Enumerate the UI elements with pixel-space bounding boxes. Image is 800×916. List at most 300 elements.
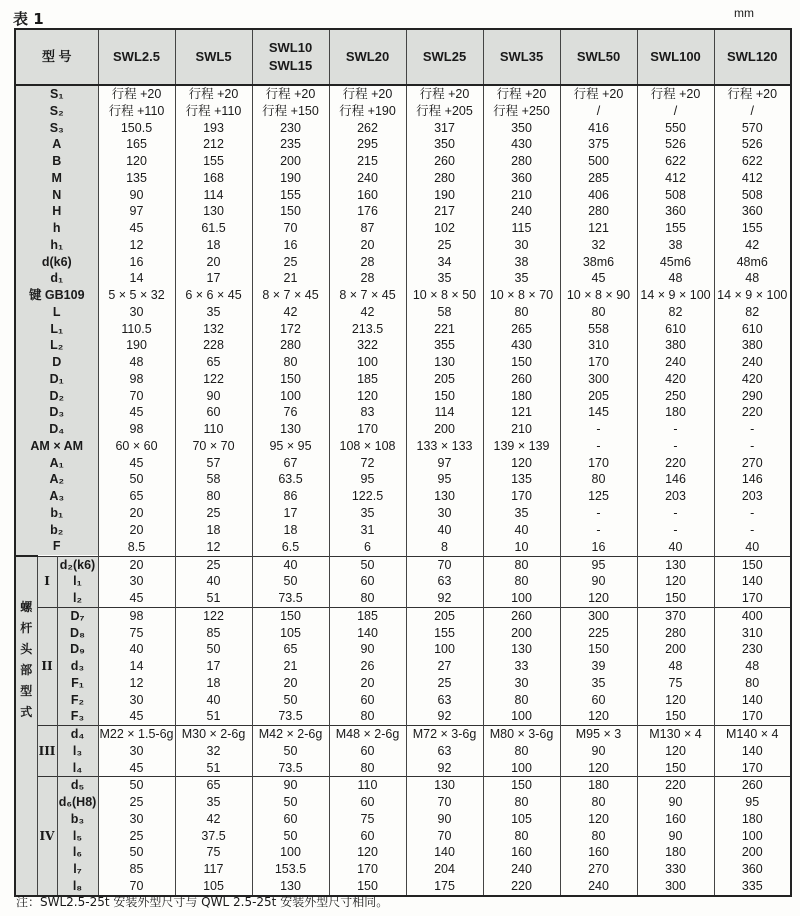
cell-value: M130 × 4 [637,726,714,743]
cell-value: 155 [175,153,252,170]
cell-value: 76 [252,404,329,421]
cell-value: 146 [637,471,714,488]
cell-value: 262 [329,120,406,137]
cell-value: 270 [714,455,791,472]
cell-value: 31 [329,522,406,539]
cell-value: 25 [175,556,252,573]
cell-value: 105 [175,878,252,896]
cell-value: M30 × 2-6g [175,726,252,743]
cell-value: 50 [175,641,252,658]
cell-value: 180 [637,404,714,421]
cell-value: 63.5 [252,471,329,488]
group-label: I [37,556,57,607]
cell-value: 98 [98,421,175,438]
cell-value: 185 [329,607,406,624]
header-row [15,29,791,85]
model-header: SWL20 [329,29,406,85]
table-row [15,354,791,371]
cell-value: 295 [329,136,406,153]
cell-value: 63 [406,573,483,590]
cell-value: 70 [406,828,483,845]
cell-value: 150 [560,641,637,658]
cell-value: 40 [714,538,791,556]
row-label: b₁ [15,505,98,522]
cell-value: 85 [98,861,175,878]
cell-value: / [714,103,791,120]
cell-value: 92 [406,590,483,607]
cell-value: 160 [483,844,560,861]
cell-value: 220 [483,878,560,896]
row-label: l₃ [57,743,98,760]
row-label: d₂(k6) [57,556,98,573]
cell-value: 30 [98,743,175,760]
cell-value: 200 [406,421,483,438]
table-row [15,488,791,505]
row-label: D₇ [57,607,98,624]
cell-value: M95 × 3 [560,726,637,743]
row-label: D₂ [15,388,98,405]
cell-value: 170 [560,455,637,472]
cell-value: 335 [714,878,791,896]
cell-value: 75 [98,625,175,642]
cell-value: 80 [483,828,560,845]
cell-value: 80 [483,794,560,811]
cell-value: 18 [175,237,252,254]
cell-value: M22 × 1.5-6g [99,727,174,741]
row-label: F [15,538,98,556]
table-row [15,607,791,624]
cell-value: 90 [252,777,329,794]
row-label: d₁ [15,270,98,287]
cell-value: 行程 +20 [483,85,560,103]
row-label: D₃ [15,404,98,421]
table-row [15,538,791,556]
cell-value: 170 [714,708,791,725]
cell-value: 150 [483,354,560,371]
cell-value: 135 [98,170,175,187]
cell-value: 416 [560,120,637,137]
model-header: SWL25 [406,29,483,85]
cell-value: 210 [483,421,560,438]
cell-value: 550 [637,120,714,137]
cell-value: 70 [406,556,483,573]
row-label: L₁ [15,321,98,338]
table-row [15,120,791,137]
row-label: S₁ [15,85,98,103]
cell-value: 97 [406,455,483,472]
cell-value: 265 [483,321,560,338]
cell-value: 110.5 [98,321,175,338]
cell-value: 220 [714,404,791,421]
cell-value: 42 [175,811,252,828]
cell-value: 58 [406,304,483,321]
cell-value: 622 [714,153,791,170]
cell-value: 205 [560,388,637,405]
cell-value: 120 [329,388,406,405]
cell-value: 114 [175,187,252,204]
cell-value: 16 [560,538,637,556]
cell-value: 526 [637,136,714,153]
cell-value: 230 [252,120,329,137]
cell-value: 120 [637,573,714,590]
cell-value: 165 [98,136,175,153]
cell-value: 48 [714,270,791,287]
cell-value: 170 [560,354,637,371]
row-label: F₃ [57,708,98,725]
cell-value: 100 [329,354,406,371]
cell-value: 48 [637,270,714,287]
cell-value: 90 [175,388,252,405]
cell-value: 100 [483,760,560,777]
cell-value: 100 [406,641,483,658]
cell-value: 221 [406,321,483,338]
cell-value: 10 × 8 × 50 [406,287,483,304]
cell-value: 92 [406,708,483,725]
cell-value: 行程 +110 [98,103,175,120]
cell-value: 98 [98,607,175,624]
cell-value: 87 [329,220,406,237]
cell-value: 30 [98,811,175,828]
side-label-char: 部 [20,663,33,677]
cell-value: - [560,438,637,455]
cell-value: 90 [560,743,637,760]
cell-value: 140 [714,743,791,760]
cell-value: - [714,421,791,438]
cell-value: 610 [637,321,714,338]
table-row [15,471,791,488]
row-label: N [15,187,98,204]
cell-value: 35 [483,505,560,522]
cell-value: - [637,421,714,438]
cell-value: 412 [714,170,791,187]
cell-value: 63 [406,692,483,709]
cell-value: - [637,438,714,455]
cell-value: 121 [483,404,560,421]
cell-value: 行程 +190 [329,103,406,120]
cell-value: 70 [98,878,175,896]
cell-value: 14 × 9 × 100 [714,287,791,304]
cell-value: 290 [714,388,791,405]
cell-value: 20 [252,675,329,692]
cell-value: 73.5 [252,760,329,777]
cell-value: 80 [483,304,560,321]
cell-value: 285 [560,170,637,187]
cell-value: 30 [406,505,483,522]
cell-value: 200 [637,641,714,658]
cell-value: 28 [329,254,406,271]
cell-value: 90 [98,187,175,204]
cell-value: 120 [637,743,714,760]
cell-value: 25 [98,794,175,811]
row-label: A₂ [15,471,98,488]
cell-value: 60 × 60 [98,438,175,455]
cell-value: 120 [98,153,175,170]
cell-value: 25 [175,505,252,522]
row-label: B [15,153,98,170]
cell-value: 48 [637,658,714,675]
row-label: l₅ [57,828,98,845]
cell-value: 280 [483,153,560,170]
cell-value: 82 [637,304,714,321]
cell-value: 90 [637,828,714,845]
cell-value: 420 [714,371,791,388]
row-label: l₆ [57,844,98,861]
side-label-char: 式 [20,705,33,719]
cell-value: 行程 +20 [175,85,252,103]
cell-value: 95 [560,556,637,573]
cell-value: 30 [483,675,560,692]
cell-value: 80 [483,573,560,590]
cell-value: 48 [714,658,791,675]
table-row [15,726,791,743]
cell-value: 203 [637,488,714,505]
cell-value: 146 [714,471,791,488]
unit-label: mm [734,6,754,20]
cell-value: 220 [637,455,714,472]
cell-value: 130 [406,354,483,371]
cell-value: - [637,522,714,539]
cell-value: 50 [98,777,175,794]
cell-value: 280 [406,170,483,187]
cell-value: 45 [98,590,175,607]
table-row [15,287,791,304]
cell-value: 95 × 95 [252,438,329,455]
cell-value: 5 × 5 × 32 [98,287,175,304]
cell-value: 39 [560,658,637,675]
row-label: D₁ [15,371,98,388]
cell-value: 310 [560,337,637,354]
cell-value: 35 [483,270,560,287]
cell-value: 50 [252,573,329,590]
cell-value: - [714,438,791,455]
section-side-label [15,556,37,896]
row-label: F₁ [57,675,98,692]
row-label: L₂ [15,337,98,354]
group-label: III [37,726,57,777]
cell-value: 6.5 [252,538,329,556]
cell-value: 190 [98,337,175,354]
cell-value: 63 [406,743,483,760]
cell-value: 行程 +20 [714,85,791,103]
cell-value: 132 [175,321,252,338]
cell-value: 30 [98,573,175,590]
row-label: S₃ [15,120,98,137]
cell-value: 270 [560,861,637,878]
cell-value: 38 [483,254,560,271]
row-label: H [15,203,98,220]
dimension-table [14,28,792,897]
cell-value: 310 [714,625,791,642]
cell-value: / [560,103,637,120]
cell-value: 170 [483,488,560,505]
cell-value: 180 [483,388,560,405]
cell-value: 40 [175,573,252,590]
table-row [15,641,791,658]
cell-value: 行程 +20 [560,85,637,103]
cell-value: 30 [98,304,175,321]
table-row [15,861,791,878]
row-label: A₃ [15,488,98,505]
cell-value: 70 [98,388,175,405]
cell-value: 80 [714,675,791,692]
cell-value: 21 [252,270,329,287]
cell-value: 35 [175,304,252,321]
cell-value: 204 [406,861,483,878]
cell-value: 130 [252,421,329,438]
cell-value: - [714,522,791,539]
cell-value: 500 [560,153,637,170]
cell-value: 114 [406,404,483,421]
row-label: d₅ [57,777,98,794]
table-row [15,811,791,828]
cell-value: 175 [406,878,483,896]
table-row [15,404,791,421]
table-row [15,337,791,354]
cell-value: 140 [714,692,791,709]
cell-value: 120 [560,590,637,607]
cell-value: 380 [714,337,791,354]
cell-value: 350 [406,136,483,153]
cell-value: 12 [98,237,175,254]
cell-value: 115 [483,220,560,237]
cell-value: 65 [98,488,175,505]
table-row [15,743,791,760]
cell-value: 行程 +20 [329,85,406,103]
cell-value: 230 [714,641,791,658]
cell-value: 80 [175,488,252,505]
cell-value: 120 [560,708,637,725]
table-row [15,203,791,220]
table-row [15,187,791,204]
cell-value: 133 × 133 [406,438,483,455]
cell-value: 330 [637,861,714,878]
cell-value: 125 [560,488,637,505]
cell-value: M42 × 2-6g [252,726,329,743]
cell-value: 18 [175,675,252,692]
cell-value: 139 × 139 [483,438,560,455]
cell-value: - [560,505,637,522]
row-label: 键 GB109 [15,287,98,304]
cell-value: 130 [252,878,329,896]
cell-value: 155 [637,220,714,237]
cell-value: 145 [560,404,637,421]
cell-value: 350 [483,120,560,137]
model-header: SWL50 [560,29,637,85]
cell-value: 33 [483,658,560,675]
cell-value: 80 [483,692,560,709]
model-header: SWL120 [714,29,791,85]
cell-value: - [714,505,791,522]
row-label: F₂ [57,692,98,709]
table-row [15,136,791,153]
cell-value: 75 [637,675,714,692]
cell-value: 105 [483,811,560,828]
table-row [15,522,791,539]
cell-value: 90 [637,794,714,811]
table-row [15,85,791,103]
table-row [15,794,791,811]
cell-value: 250 [637,388,714,405]
cell-value: 130 [483,641,560,658]
cell-value: 412 [637,170,714,187]
cell-value: 17 [175,270,252,287]
cell-value: 75 [175,844,252,861]
cell-value: 100 [714,828,791,845]
cell-value: 150 [714,556,791,573]
cell-value: 280 [560,203,637,220]
cell-value: 20 [98,522,175,539]
table-row [15,590,791,607]
cell-value: 117 [175,861,252,878]
cell-value: 45 [98,404,175,421]
cell-value: 37.5 [175,828,252,845]
cell-value: 10 × 8 × 90 [560,287,637,304]
cell-value: 150.5 [98,120,175,137]
cell-value: 406 [560,187,637,204]
cell-value: 行程 +20 [252,85,329,103]
cell-value: 40 [252,556,329,573]
cell-value: 160 [637,811,714,828]
cell-value: 122 [175,607,252,624]
cell-value: 25 [252,254,329,271]
cell-value: 34 [406,254,483,271]
side-label-char: 头 [20,642,33,656]
cell-value: 40 [637,538,714,556]
cell-value: 260 [714,777,791,794]
row-label: L [15,304,98,321]
cell-value: 380 [637,337,714,354]
cell-value: 121 [560,220,637,237]
cell-value: 86 [252,488,329,505]
cell-value: 80 [483,556,560,573]
cell-value: 360 [714,861,791,878]
cell-value: 38m6 [560,254,637,271]
cell-value: 240 [483,203,560,220]
cell-value: 168 [175,170,252,187]
cell-value: 67 [252,455,329,472]
cell-value: 17 [175,658,252,675]
model-header: SWL2.5 [98,29,175,85]
row-label: l₄ [57,760,98,777]
cell-value: 70 [406,794,483,811]
cell-value: 155 [406,625,483,642]
cell-value: 30 [98,692,175,709]
cell-value: M72 × 3-6g [406,726,483,743]
cell-value: 60 [329,794,406,811]
cell-value: - [560,522,637,539]
cell-value: 35 [560,675,637,692]
cell-value: - [637,505,714,522]
cell-value: 240 [637,354,714,371]
cell-value: 73.5 [252,590,329,607]
cell-value: 570 [714,120,791,137]
cell-value: 35 [175,794,252,811]
cell-value: 95 [714,794,791,811]
cell-value: 25 [406,675,483,692]
cell-value: 160 [329,187,406,204]
cell-value: 150 [637,708,714,725]
row-label: D₈ [57,625,98,642]
cell-value: 45m6 [637,254,714,271]
cell-value: 80 [560,794,637,811]
cell-value: 42 [329,304,406,321]
cell-value: 82 [714,304,791,321]
cell-value: 150 [252,203,329,220]
cell-value: 27 [406,658,483,675]
cell-value: 40 [175,692,252,709]
cell-value: 108 × 108 [329,438,406,455]
cell-value: 120 [483,455,560,472]
